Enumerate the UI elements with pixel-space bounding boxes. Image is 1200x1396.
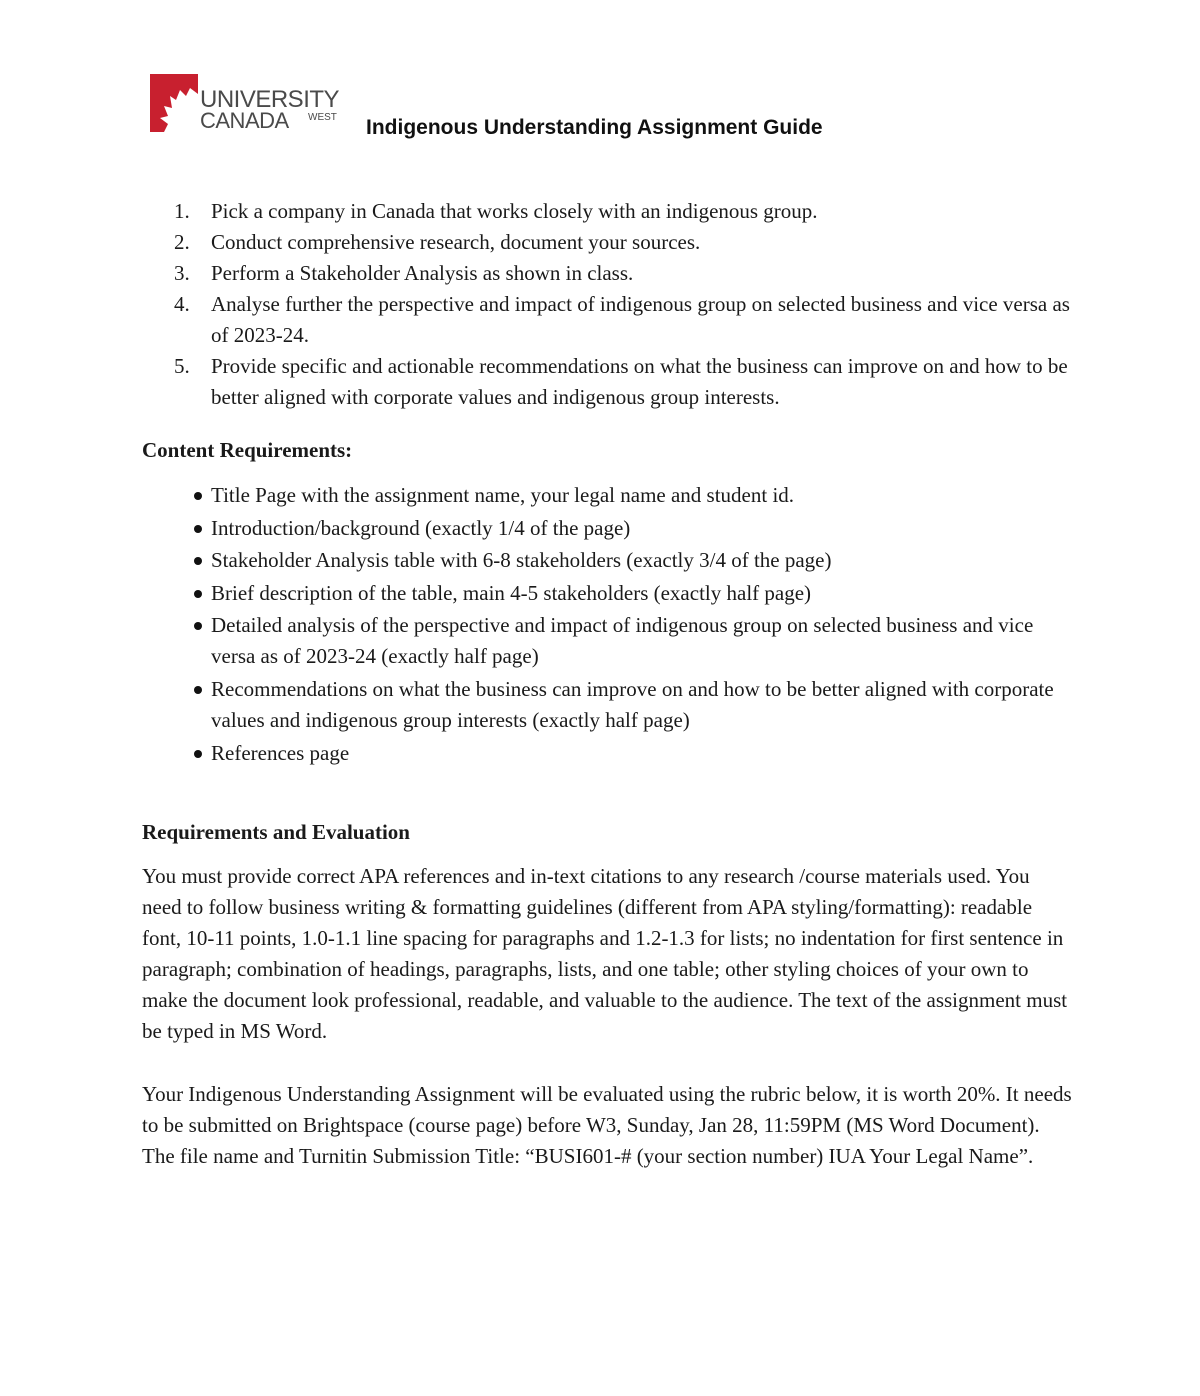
list-number: 1. (174, 199, 190, 223)
list-item (142, 289, 1072, 351)
list-number: 4. (174, 292, 190, 316)
list-item-text: Provide specific and actionable recommendations on what the business can improve on and how to be better aligned with corporate values and indigenous group interests. (211, 354, 1068, 409)
list-item: Brief description of the table, main 4-5 stakeholders (exactly half page) (142, 578, 1072, 609)
list-item-text: Perform a Stakeholder Analysis as shown in class. (211, 261, 634, 285)
list-item-text: Analyse further the perspective and impact of indigenous group on selected business and vice versa as of 2023-24. (211, 292, 1070, 347)
steps-list (142, 196, 1072, 413)
list-item: Introduction/background (exactly 1/4 of the page) (142, 513, 1072, 544)
list-item-text: Pick a company in Canada that works closely with an indigenous group. (211, 199, 818, 223)
list-item-text: Conduct comprehensive research, document your sources. (211, 230, 701, 254)
document-title: Indigenous Understanding Assignment Guide (366, 116, 823, 139)
list-item: Detailed analysis of the perspective and impact of indigenous group on selected business and vice versa as of 2023-24 (exactly half page) (142, 610, 1072, 672)
requirements-paragraph: You must provide correct APA references and in-text citations to any research /course materials used. You need to follow business writing & formatting guidelines (different from APA styling/formatting): readable font, 10-11 points, 1.0-1.1 line spacing for paragraphs and 1.2-1.3 for lists; no indentation for first sentence in paragraph; combination of headings, paragraphs, lists, and one table; other styling choices of your own to make the document look professional, readable, and valuable to the audience. The text of the assignment must be typed in MS Word. (142, 864, 1068, 1043)
list-item (142, 196, 1072, 227)
content-requirements-list (142, 480, 1072, 770)
maple-leaf-logo-icon (150, 74, 198, 132)
list-item: Stakeholder Analysis table with 6-8 stakeholders (exactly 3/4 of the page) (142, 545, 1072, 576)
logo-text-west: WEST (308, 112, 337, 123)
list-number: 2. (174, 230, 190, 254)
logo-text-canada: CANADA (200, 108, 289, 133)
list-item: References page (142, 738, 1072, 769)
evaluation-paragraph: Your Indigenous Understanding Assignment will be evaluated using the rubric below, it is worth 20%. It needs to be submitted on Brightspace (course page) before W3, Sunday, Jan 28, 11:59PM (MS Word Document). The file name and Turnitin Submission Title: “BUSI601-# (your section number) IUA Your Legal Name”. (142, 1082, 1072, 1168)
list-item (142, 227, 1072, 258)
university-logo (150, 74, 350, 134)
requirements-evaluation-heading: Requirements and Evaluation (142, 820, 410, 844)
list-number: 5. (174, 354, 190, 378)
list-item: Title Page with the assignment name, your legal name and student id. (142, 480, 1072, 511)
list-item (142, 258, 1072, 289)
list-item: Recommendations on what the business can improve on and how to be better aligned with corporate values and indigenous group interests (exactly half page) (142, 674, 1072, 736)
list-number: 3. (174, 261, 190, 285)
list-item (142, 351, 1072, 413)
logo-text-university: UNIVERSITY (200, 86, 340, 113)
content-requirements-heading: Content Requirements: (142, 438, 353, 462)
